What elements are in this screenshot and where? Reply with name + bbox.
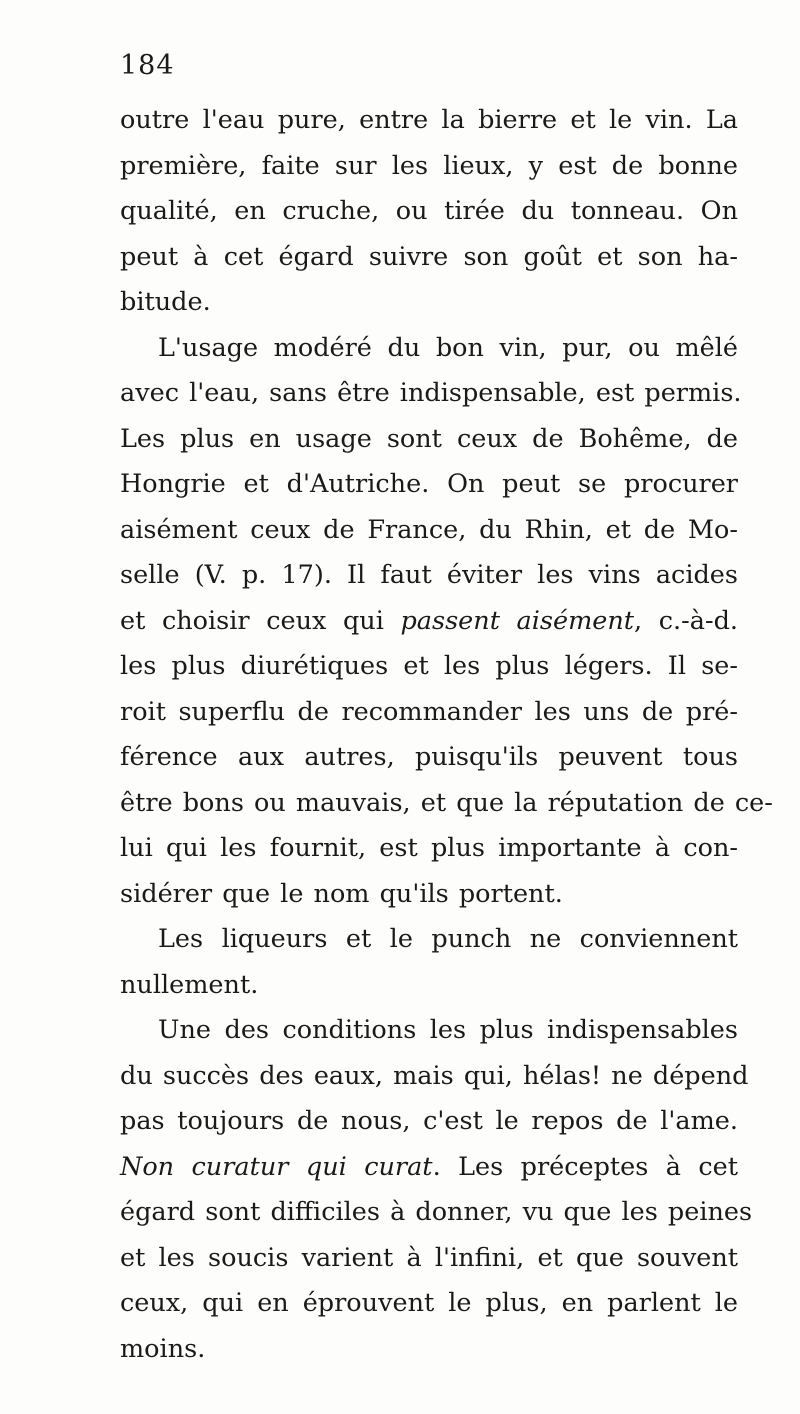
italic-phrase: passent aisément bbox=[400, 605, 635, 636]
text-line: L'usage modéré du bon vin, pur, ou mêlé bbox=[158, 332, 738, 363]
text-line: Les liqueurs et le punch ne conviennent bbox=[158, 924, 738, 954]
text-line: bitude. bbox=[120, 287, 211, 317]
text-line: peut à cet égard suivre son goût et son ha- bbox=[120, 241, 738, 272]
text-line: roit superflu de recommander les uns de pré- bbox=[120, 696, 738, 727]
text-line: férence aux autres, puisqu'ils peuvent tous bbox=[120, 742, 738, 772]
italic-phrase: Non curatur qui curat bbox=[120, 1151, 433, 1182]
text-line: égard sont difficiles à donner, vu que les peines bbox=[120, 1197, 753, 1227]
text-line: et choisir ceux qui passent aisément, c.-à-d. bbox=[120, 605, 738, 636]
text-line: sidérer que le nom qu'ils portent. bbox=[120, 878, 563, 909]
text-line: outre l'eau pure, entre la bierre et le vin. La bbox=[120, 105, 738, 135]
text-line: Les plus en usage sont ceux de Bohême, de bbox=[120, 423, 738, 454]
page-number: 184 bbox=[120, 50, 175, 81]
text-line: Hongrie et d'Autriche. On peut se procurer bbox=[120, 469, 738, 499]
text-line: lui qui les fournit, est plus importante à con- bbox=[120, 833, 738, 863]
text-line: avec l'eau, sans être indispensable, est permis. bbox=[120, 378, 742, 408]
text-line: qualité, en cruche, ou tirée du tonneau. On bbox=[120, 196, 738, 226]
text-line: pas toujours de nous, c'est le repos de l'ame. bbox=[120, 1106, 738, 1136]
text-line: Une des conditions les plus indispensables bbox=[158, 1015, 738, 1045]
text-line: Non curatur qui curat. Les préceptes à cet bbox=[120, 1151, 739, 1182]
text-line: ceux, qui en éprouvent le plus, en parlent le bbox=[120, 1288, 738, 1318]
text-line: nullement. bbox=[120, 969, 259, 1000]
body-text bbox=[120, 98, 773, 1372]
text-line: du succès des eaux, mais qui, hélas! ne dépend bbox=[120, 1060, 749, 1091]
text-line: aisément ceux de France, du Rhin, et de Mo- bbox=[120, 514, 738, 545]
text-line: être bons ou mauvais, et que la réputation de ce- bbox=[120, 787, 773, 818]
text-line: première, faite sur les lieux, y est de bonne bbox=[120, 150, 738, 181]
text-line: et les soucis varient à l'infini, et que souvent bbox=[120, 1242, 738, 1273]
text-line: moins. bbox=[120, 1333, 206, 1364]
text-line: les plus diurétiques et les plus légers. Il se- bbox=[120, 651, 738, 681]
text-line: selle (V. p. 17). Il faut éviter les vins acides bbox=[120, 560, 738, 590]
